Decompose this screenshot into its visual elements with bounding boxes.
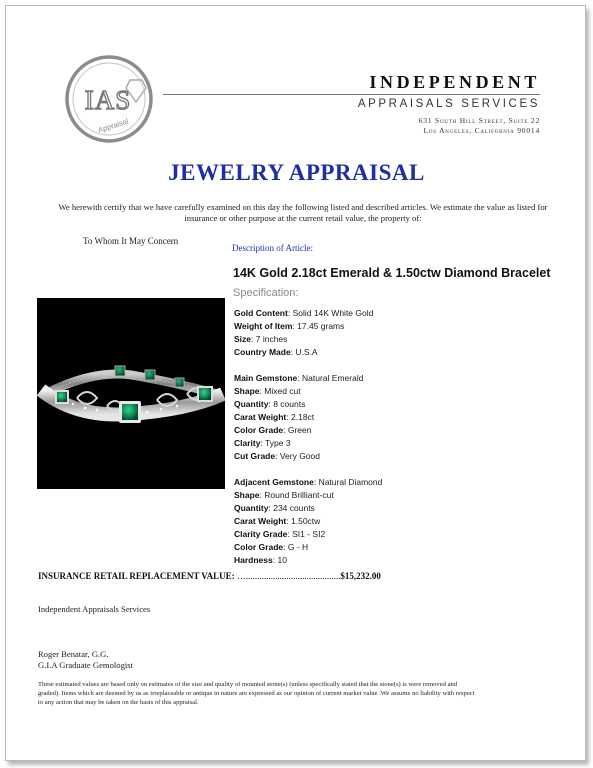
signer-block: [38, 649, 133, 671]
company-subtitle: APPRAISALS SERVICES: [357, 98, 540, 110]
spec-row-main-gemstone: Main Gemstone: Natural Emerald: [234, 373, 364, 383]
specifications-list: [234, 307, 382, 567]
insurance-value-line: [38, 571, 381, 581]
spec-row-adj-quantity: Quantity: 234 counts: [234, 503, 315, 513]
spec-row-country: Country Made: U.S.A: [234, 347, 318, 357]
spec-row-main-color: Color Grade: Green: [234, 425, 312, 435]
insurance-value: $15,232.00: [340, 571, 381, 581]
spec-row-main-cut: Cut Grade: Very Good: [234, 451, 320, 461]
signer-title: G.I.A Graduate Gemologist: [38, 660, 133, 670]
spec-row-main-shape: Shape: Mixed cut: [234, 386, 301, 396]
spec-row-adj-gemstone: Adjacent Gemstone: Natural Diamond: [234, 477, 383, 487]
insurance-label: INSURANCE RETAIL REPLACEMENT VALUE:: [38, 571, 235, 581]
spec-row-adj-hardness: Hardness: 10: [234, 555, 287, 565]
disclaimer: These estimated values are based only on estimates of the size and quality of mounted stone(s) (unless specifically stated that the stone(s) is were removed and graded). Items which are deemed by us as irreplaceable or antique in nature are expressed as our opinion of current market value .We assume no liability with respect to any action that may be taken on the basis of this appraisal.: [38, 681, 475, 706]
description-label: Description of Article:: [232, 243, 313, 253]
address-line-1: 631 South Hill Street, Suite 22: [418, 116, 540, 125]
spec-row-main-carat: Carat Weight: 2.18ct: [234, 412, 315, 422]
spec-row-adj-color: Color Grade: G - H: [234, 542, 309, 552]
header-rule: [163, 94, 540, 95]
item-title: 14K Gold 2.18ct Emerald & 1.50ctw Diamond Bracelet: [233, 266, 551, 280]
spec-row-gold-content: Gold Content: Solid 14K White Gold: [234, 308, 374, 318]
bracelet-photo: [37, 298, 225, 489]
spec-row-adj-shape: Shape: Round Brilliant-cut: [234, 490, 334, 500]
footer-company: Independent Appraisals Services: [38, 604, 151, 614]
specification-label: Specification:: [233, 287, 299, 299]
spec-row-adj-clarity: Clarity Grade: SI1 - SI2: [234, 529, 326, 539]
logo-letters: IAS: [84, 85, 132, 115]
ias-logo: [64, 54, 154, 144]
spec-row-weight: Weight of Item: 17.45 grams: [234, 321, 345, 331]
address-line-2: Los Angeles, California 90014: [423, 126, 540, 135]
spec-row-size: Size: 7 inches: [234, 334, 288, 344]
company-name: INDEPENDENT: [369, 72, 540, 92]
page-title: JEWELRY APPRAISAL: [168, 160, 425, 185]
spec-row-main-quantity: Quantity: 8 counts: [234, 399, 306, 409]
recipient: To Whom It May Concern: [83, 236, 179, 246]
certification-text: We herewith certify that we have carefully examined on this day the following listed and described articles. We estimate the value as listed for insurance or other purpose at the current retail value, the property of:: [58, 202, 548, 223]
insurance-leader-dots: …..........................................: [236, 571, 341, 581]
spec-row-main-clarity: Clarity: Type 3: [234, 438, 291, 448]
spec-row-adj-carat: Carat Weight: 1.50ctw: [234, 516, 321, 526]
logo-subtext: Appraisal: [96, 116, 130, 135]
signer-name: Roger Benatar, G.G.: [38, 649, 109, 659]
